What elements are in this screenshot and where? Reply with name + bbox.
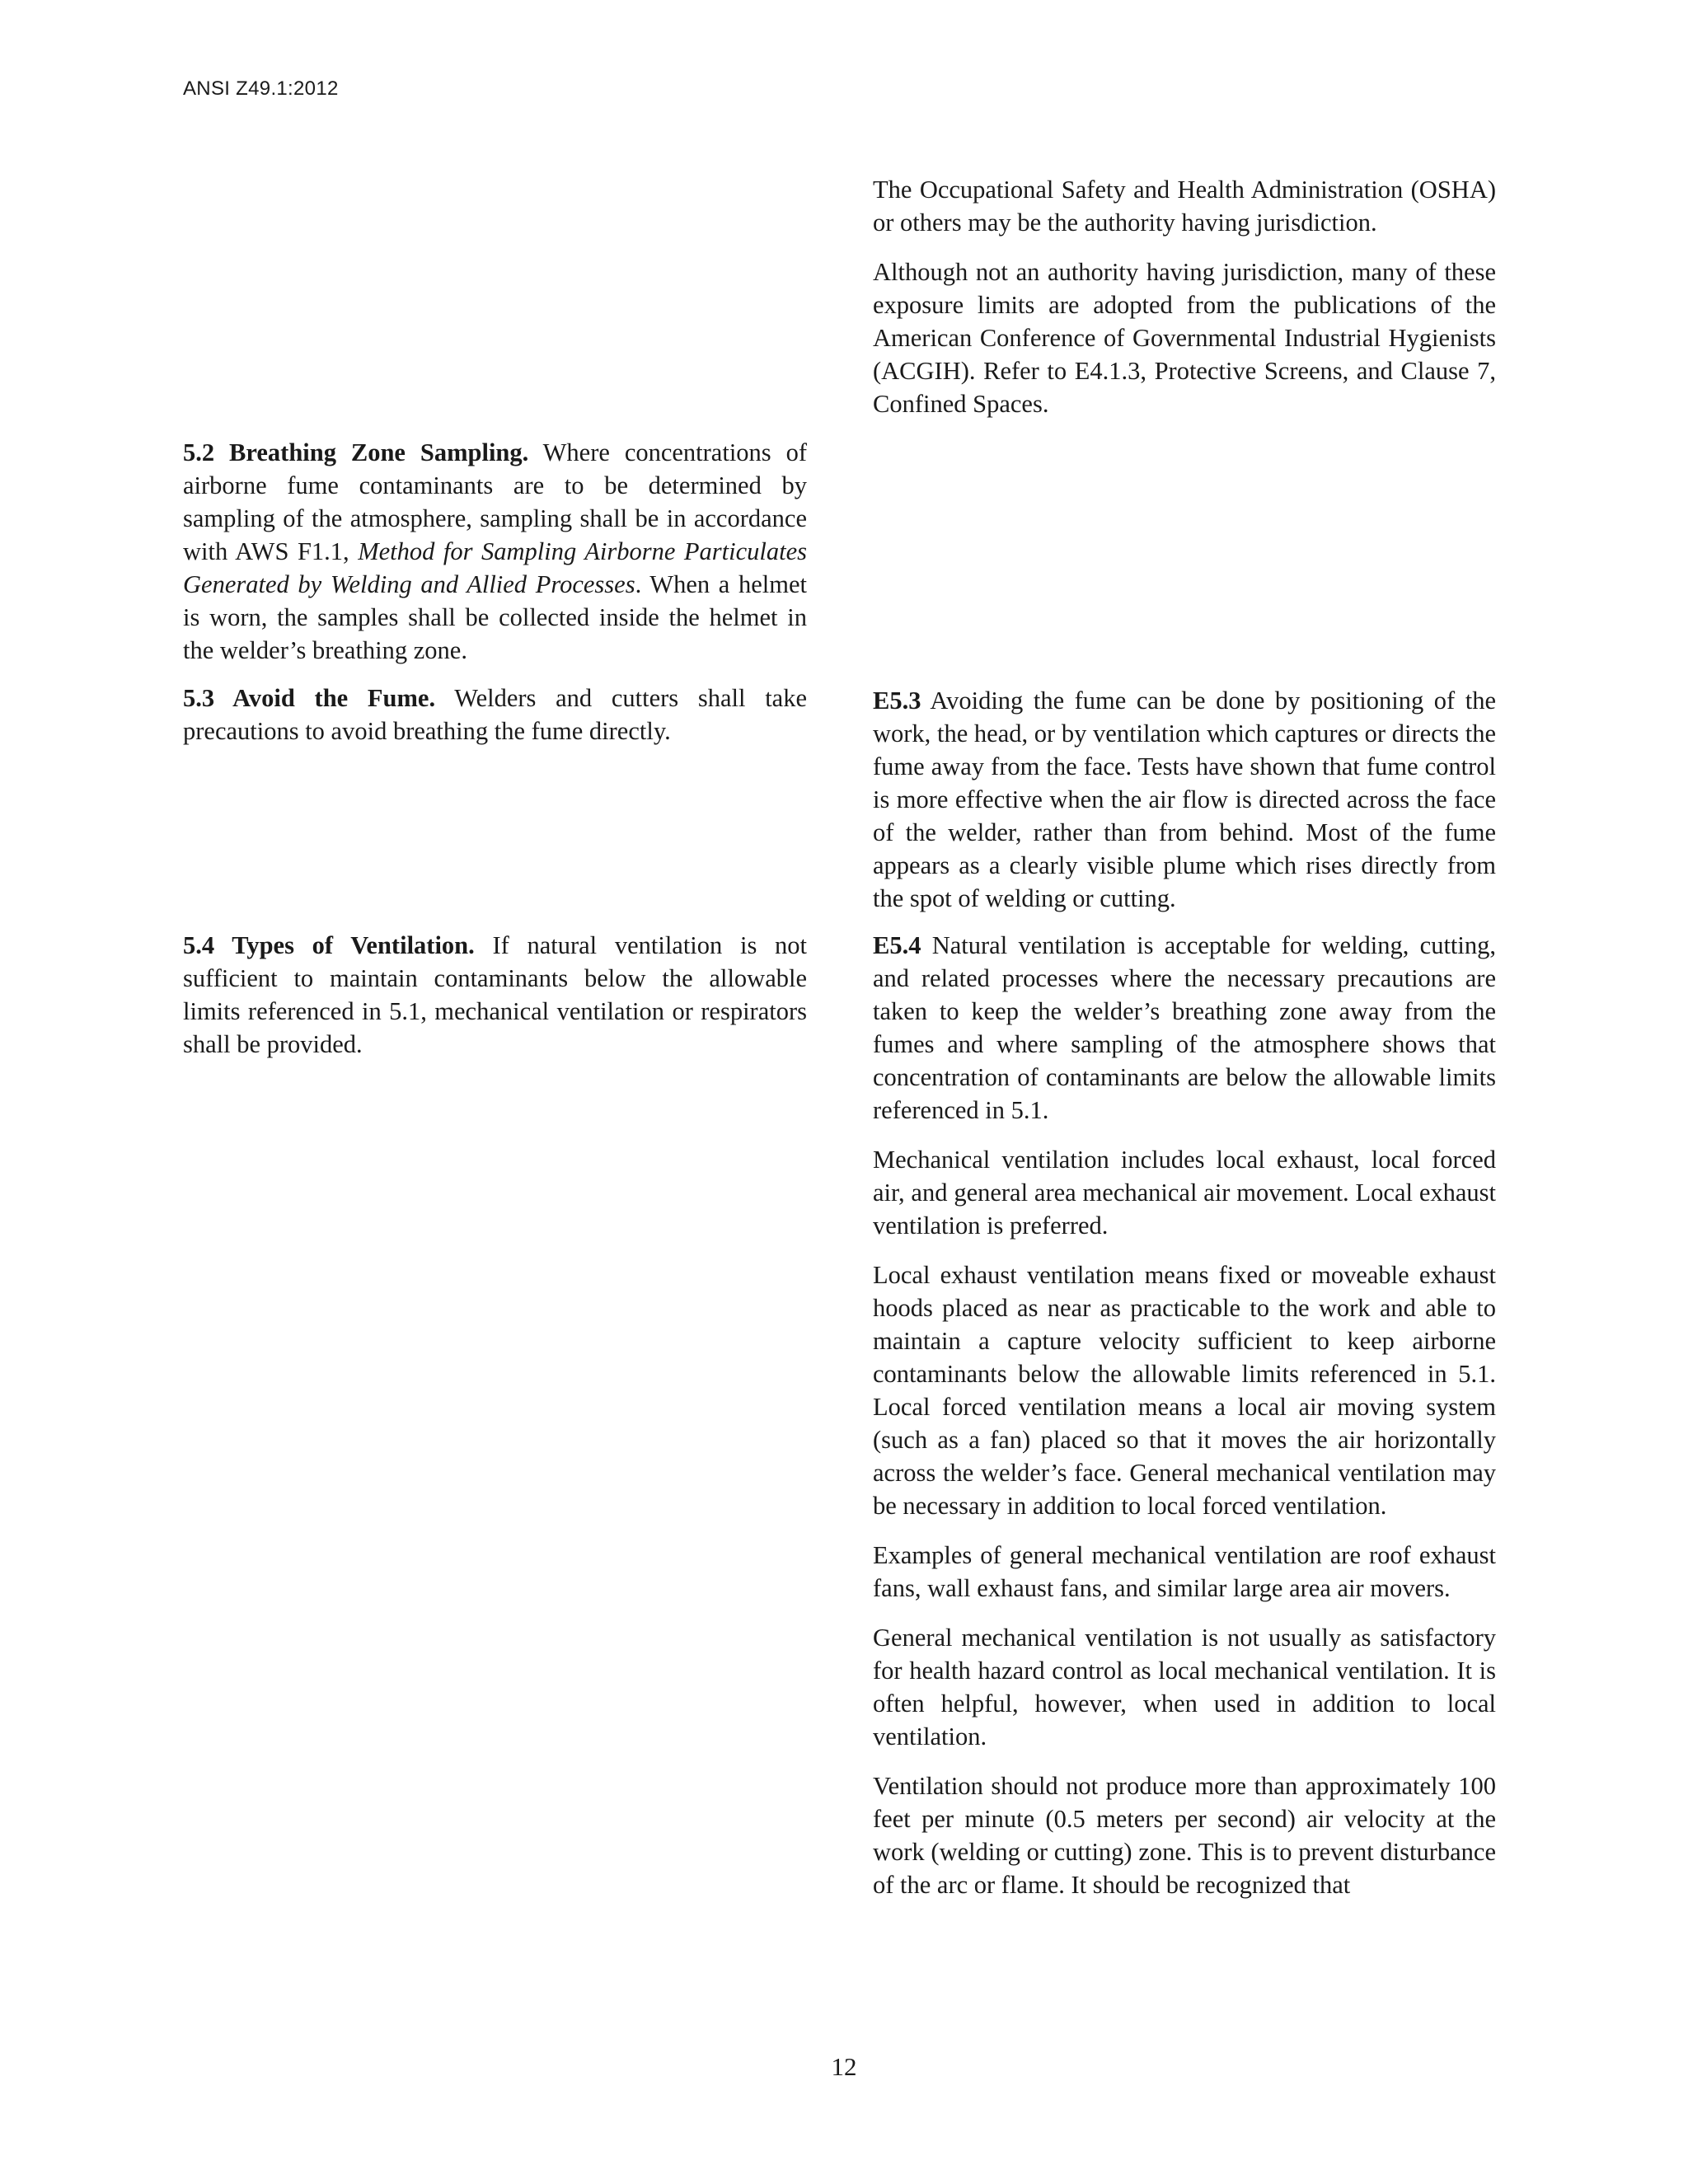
commentary-paragraph: Mechanical ventilation includes local exhaust, local forced air, and general area mechanical air movement. Local exhaust ventilation is preferred. (873, 1146, 1496, 1240)
page-number: 12 (831, 2052, 857, 2081)
commentary-paragraph (873, 929, 1496, 1127)
commentary-e5-4 (873, 929, 1496, 1901)
section-5-4 (183, 929, 807, 1061)
referenced-title: Method for Sampling Airborne Particulates Generated by Welding and Allied Processes (183, 537, 808, 598)
commentary-paragraph: General mechanical ventilation is not usually as satisfactory for health hazard control as local mechanical ventilation. It is often helpful, however, when used in addition to local ventilation. (873, 1624, 1496, 1750)
commentary-label: E5.4 (873, 931, 921, 959)
commentary-intro (873, 173, 1496, 420)
commentary-paragraph (873, 684, 1496, 915)
commentary-text: Natural ventilation is acceptable for welding, cutting, and related processes where the necessary precautions are taken to keep the welder’s breathing zone away from the fumes and where sampling of the atmosphere shows that concentration of contaminants are below the allowable limits referenced in 5.1. (873, 931, 1496, 1124)
section-heading: 5.2 Breathing Zone Sampling. (183, 438, 529, 466)
section-5-3 (183, 682, 807, 748)
commentary-e5-3 (873, 684, 1496, 915)
commentary-paragraph: Although not an authority having jurisdiction, many of these exposure limits are adopted from the publications of the American Conference of Governmental Industrial Hygienists (ACGIH). Refer to E4.1.3, Protective Screens, and Clause 7, Confined Spaces. (873, 258, 1496, 418)
section-paragraph (183, 436, 807, 667)
section-text: Welders and cutters shall take precautions to avoid breathing the fume directly. (183, 684, 807, 745)
section-heading: 5.3 Avoid the Fume. (183, 684, 436, 712)
section-text: Where concentrations of airborne fume contaminants are to be determined by sampling of the atmosphere, sampling shall be in accordance with AWS F1.1, (183, 438, 807, 565)
commentary-paragraph: Local exhaust ventilation means fixed or moveable exhaust hoods placed as near as practicable to the work and able to maintain a capture velocity sufficient to keep airborne contaminants below the allowable limits referenced in 5.1. Local forced ventilation means a local air moving system (such as a fan) placed so that it moves the air horizontally across the welder’s face. General mechanical ventilation may be necessary in addition to local forced ventilation. (873, 1261, 1496, 1520)
section-text: If natural ventilation is not sufficient to maintain contaminants below the allowable limits referenced in 5.1, mechanical ventilation or respirators shall be provided. (183, 931, 807, 1058)
section-paragraph (183, 929, 807, 1061)
commentary-paragraph: Ventilation should not produce more than approximately 100 feet per minute (0.5 meters per second) air velocity at the work (welding or cutting) zone. This is to prevent disturbance of the arc or flame. It should be recognized that (873, 1772, 1496, 1899)
section-text: . When a helmet is worn, the samples shall be collected inside the helmet in the welder’s breathing zone. (183, 570, 807, 664)
commentary-label: E5.3 (873, 687, 921, 715)
commentary-paragraph: The Occupational Safety and Health Administration (OSHA) or others may be the authority having jurisdiction. (873, 176, 1496, 237)
commentary-paragraph: Examples of general mechanical ventilation are roof exhaust fans, wall exhaust fans, and similar large area air movers. (873, 1541, 1496, 1602)
commentary-text: Avoiding the fume can be done by positioning of the work, the head, or by ventilation which captures or directs the fume away from the face. Tests have shown that fume control is more effective when the air flow is directed across the face of the welder, rather than from behind. Most of the fume appears as a clearly visible plume which rises directly from the spot of welding or cutting. (873, 687, 1496, 912)
running-header: ANSI Z49.1:2012 (183, 77, 339, 100)
section-paragraph (183, 682, 807, 748)
section-heading: 5.4 Types of Ventilation. (183, 931, 475, 959)
section-5-2 (183, 436, 807, 667)
